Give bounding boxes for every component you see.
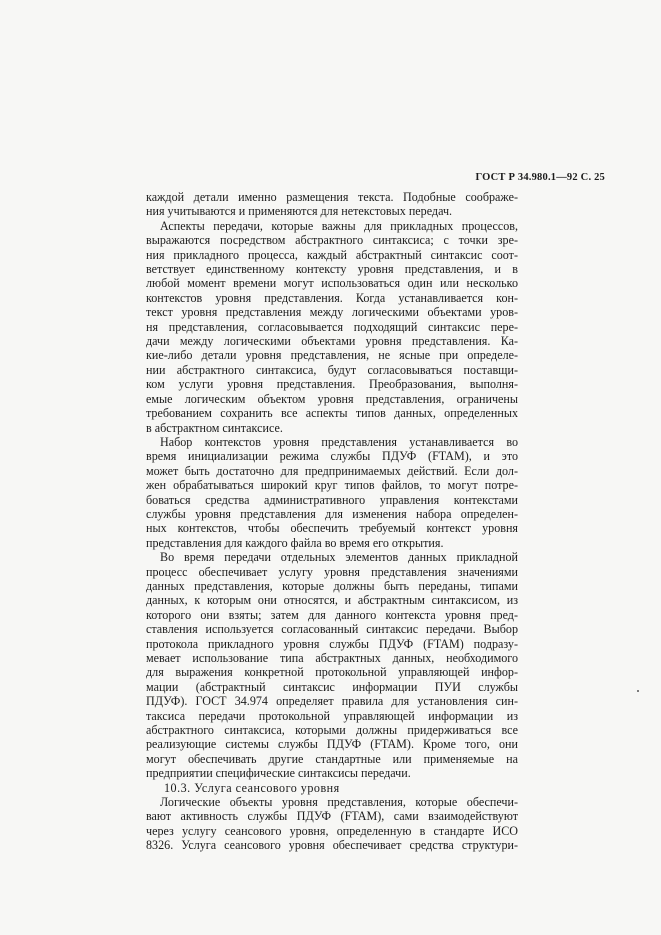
- text-line: дачи между логическими объектами уровня представления. Ка-: [146, 334, 518, 349]
- text-line: ния прикладного процесса, каждый абстрактный синтаксис соот-: [146, 247, 518, 262]
- text-line: ня представления, согласовывается подходящий синтаксис пере-: [146, 319, 518, 334]
- text-line: для выражения конкретной протокольной управляющей инфор-: [146, 665, 518, 680]
- text-line: может быть достаточно для предпринимаемых действий. Если дол-: [146, 463, 518, 478]
- text-line: абстрактного синтаксиса, которыми должны придерживаться все: [146, 723, 518, 738]
- section-heading: 10.3. Услуга сеансового уровня: [164, 780, 340, 795]
- body-text: [146, 190, 518, 853]
- text-line: мевает использование типа абстрактных данных, необходимого: [146, 651, 518, 665]
- text-line: нии абстрактного синтаксиса, будут согласовываться поставщи-: [146, 362, 518, 377]
- text-line: данных представления, которые должны быть переданы, типами: [146, 578, 518, 593]
- text-line: время инициализации режима службы ПДУФ (FTAM), и это: [146, 449, 518, 464]
- text-line: процесс обеспечивает услугу уровня представления значениями: [146, 564, 518, 579]
- text-line: 8326. Услуга сеансового уровня обеспечивает средства структури-: [146, 838, 518, 853]
- text-line: контекстов уровня представления. Когда устанавливается кон-: [146, 290, 518, 305]
- text-line: которого они взяты; затем для данного контекста уровня пред-: [146, 607, 518, 622]
- text-line: Логические объекты уровня представления, которые обеспечи-: [160, 795, 518, 810]
- text-line: ставления используется согласованный синтаксис передачи. Выбор: [146, 622, 518, 637]
- text-line: ком услуги уровня представления. Преобразования, выполня-: [146, 377, 518, 392]
- text-line: Аспекты передачи, которые важны для прикладных процессов,: [160, 218, 518, 233]
- text-line: Во время передачи отдельных элементов данных прикладной: [160, 550, 518, 565]
- text-line: таксиса передачи протокольной управляющей информации из: [146, 708, 518, 723]
- text-line: мации (абстрактный синтаксис информации ПУИ службы: [146, 679, 518, 694]
- text-line: вают активность службы ПДУФ (FTAM), сами взаимодействуют: [146, 809, 518, 824]
- text-line: протокола прикладного уровня службы ПДУФ (FTAM) подразу-: [146, 636, 518, 651]
- text-line: ных контекстов, чтобы обеспечить требуемый контекст уровня: [146, 521, 518, 536]
- text-line: боваться средства административного управления контекстами: [146, 492, 518, 507]
- text-line: представления для каждого файла во время его открытия.: [146, 535, 444, 550]
- running-header: ГОСТ Р 34.980.1—92 С. 25: [475, 172, 605, 183]
- text-line: выражаются посредством абстрактного синтаксиса; с точки зре-: [146, 233, 518, 248]
- text-line: требованием сохранить все аспекты типов данных, определенных: [146, 406, 518, 421]
- scan-speck: [637, 690, 639, 692]
- text-line: емые логическим объектом уровня представления, ограничены: [146, 391, 518, 406]
- text-line: службы уровня представления для изменения набора определен-: [146, 506, 518, 521]
- text-line: в абстрактном синтаксисе.: [146, 420, 283, 435]
- text-line: ветствует единственному контексту уровня представления, и в: [146, 262, 518, 277]
- text-line: жен обрабатываться широкий круг типов файлов, то могут потре-: [146, 478, 518, 493]
- text-line: ния учитываются и применяются для нетекстовых передач.: [146, 204, 453, 219]
- text-line: текст уровня представления между логическими объектами уров-: [146, 305, 518, 320]
- text-line: каждой детали именно размещения текста. Подобные соображе-: [146, 190, 518, 204]
- text-line: реализующие системы службы ПДУФ (FTAM). Кроме того, они: [146, 737, 518, 752]
- text-line: данных, к которым они относятся, и абстрактным синтаксисом, из: [146, 593, 518, 608]
- text-line: предприятии специфические синтаксисы передачи.: [146, 766, 411, 781]
- text-line: через услугу сеансового уровня, определенную в стандарте ИСО: [146, 823, 518, 838]
- text-line: кие-либо детали уровня представления, не ясные при определе-: [146, 348, 518, 363]
- text-line: могут обеспечивать другие стандартные или применяемые на: [146, 751, 518, 766]
- text-line: ПДУФ). ГОСТ 34.974 определяет правила для установления син-: [146, 694, 518, 709]
- text-line: Набор контекстов уровня представления устанавливается во: [160, 434, 518, 449]
- text-line: любой момент времени могут использоваться один или несколько: [146, 276, 518, 291]
